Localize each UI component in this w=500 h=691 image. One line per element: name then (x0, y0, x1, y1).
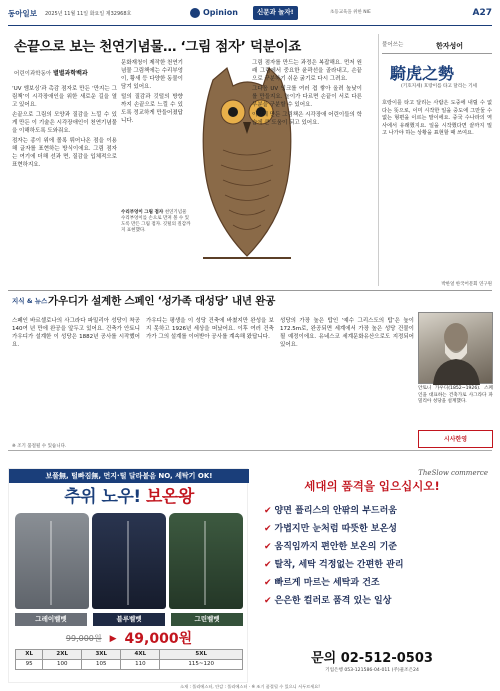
ad-tagline: 보풀無, 털빠짐無, 먼지·털 달라붙음 NO, 세탁기 OK! (9, 469, 249, 483)
check-icon: ✔ (264, 578, 272, 588)
check-icon: ✔ (264, 560, 272, 570)
price-row (15, 629, 243, 649)
banner-title: 신문과 놀자! (253, 6, 298, 20)
list-item: ✔ 양면 플리스의 안팎의 부드러움 (264, 506, 397, 516)
byline: 어린이과학동아 별별과학백과 (14, 70, 88, 77)
brand-logo: TheSlow commerce (418, 469, 488, 477)
feature-list (264, 502, 484, 610)
banner-subtitle: 초등교육을 위한 NIE (330, 10, 371, 15)
jacket-advertisement[interactable] (8, 468, 248, 683)
list-item: ✔ 빠르게 마르는 세탁과 건조 (264, 578, 380, 588)
check-icon: ✔ (264, 506, 272, 516)
signature: 박한얼 한국어문회 연구원 (441, 282, 492, 287)
article-column-1: ‘UV 엠보싱’과 촉감 점자로 만든 ‘만지는 그림책’이 시각장애인을 위한 새로운 길을 열고 있어요. 손끝으로 그림의 모양과 질감을 느낄 수 있게 만든 이 기술은 시각장애인이 천연기념물을 이해하도록 도와줘요. 점자는 종이 위에 볼록 튀어나온 점을 이용해 글자를 표현하는 방식이에요. 그림 점자는 여기에 더해 선과 면, 질감을 입체적으로 표현하지요. (12, 86, 117, 168)
divider (382, 53, 492, 54)
list-item: ✔ 움직임까지 편안한 보온의 기준 (264, 542, 397, 552)
portrait-icon (419, 313, 494, 385)
ad-right-title: 세대의 품격을 입으십시오! (304, 479, 440, 493)
page-number: A27 (472, 8, 492, 18)
color-tag: 블루벨벳 (93, 613, 165, 626)
navy-jacket-image (92, 513, 166, 609)
byline-name: 별별과학백과 (52, 70, 88, 77)
page-header (8, 4, 492, 26)
ad-footnote: 소재 : 폴리에스터, 안감 : 폴리에스터 · ※ 조기 품절될 수 있으니 서두르세요! (180, 684, 320, 689)
second-column-1: 스페인 바르셀로나의 사그라다 파밀리아 성당이 착공 140여 년 만에 완공을 앞두고 있어요. 건축가 안토니 가우디가 설계한 이 성당은 1882년 공사를 시작했어요. (12, 318, 140, 348)
second-column-2: 가우디는 평생을 이 성당 건축에 바쳤지만 완성을 보지 못하고 1926년 세상을 떠났어요. 이후 여러 건축가가 그의 설계를 이어받아 공사를 계속해 왔답니다. (146, 318, 274, 340)
hanja-section-title: 한자성어 (436, 42, 464, 50)
old-price: 99,000원 (65, 634, 102, 644)
second-column-3: 성당의 가장 높은 탑인 ‘예수 그리스도의 탑’은 높이 172.5m로, 완공되면 세계에서 가장 높은 성당 건물이 될 예정이에요. 유네스코 세계문화유산으로도 지정되어 있어요. (280, 318, 414, 348)
footer-notice: ※ 조기 품절될 수 있습니다. (12, 444, 67, 449)
section-divider (8, 290, 492, 291)
check-icon: ✔ (264, 596, 272, 606)
article-headline: 손끝으로 보는 천연기념물… ‘그림 점자’ 덕분이죠 (14, 39, 301, 55)
article-column-3: 그림 점자를 만드는 과정은 복잡해요. 먼저 원래 그림에서 중요한 윤곽선을 골라내고, 손끝으로 구분하기 쉬운 굵기로 다시 그려요. 그다음 UV 잉크를 여러 겹 쌓아 올려 높낮이를 만들지요. 높이가 다르면 손끝이 서로 다른 부분을 구분할 수 있어요. 이렇게 만든 그림책은 시각장애 어린이들의 학습에 큰 도움이 되고 있어요. (252, 60, 362, 126)
check-icon: ✔ (264, 524, 272, 534)
portrait-caption: 안토니 가우디(1852~1926). 스페인을 대표하는 건축가로 사그라다 파밀리아 성당을 설계했다. (418, 386, 493, 405)
bank-account: 기업은행 053-121586-04-011 (주)물조은24 (325, 668, 419, 673)
hanja-subtitle: (기호지세) 호랑이를 타고 달리는 기세 (401, 84, 477, 89)
owl-caption: 수리부엉이 그림 점자 천연기념물 수리부엉이를 손으로 만져 볼 수 있도록 만든 그림 점자. 깃털의 질감까지 표현했다. (121, 210, 191, 234)
green-jacket-image (169, 513, 243, 609)
article-column-2: 문화재청이 제작한 천연기념물 그림책에는 수리부엉이, 황새 등 다양한 동물이 담겨 있어요. 털의 질감과 깃털의 방향까지 손끝으로 느낄 수 있도록 정교하게 만들어졌답니다. (121, 60, 183, 124)
list-item: ✔ 탈착, 세탁 걱정없는 간편한 관리 (264, 560, 404, 570)
ad-divider (8, 450, 492, 451)
circle-icon (190, 8, 200, 18)
second-section-label: 지식 & 뉴스 (12, 297, 48, 305)
size-table: XL 2XL 3XL 4XL 5XL 95 100 105 110 115~120 (15, 649, 243, 670)
dateline: 2025년 11월 11일 화요일 제32968호 (44, 10, 132, 17)
hanja-section-label: 풀어쓰는 (382, 42, 404, 48)
color-options (15, 613, 243, 626)
list-item: ✔ 가볍지만 눈처럼 따뜻한 보온성 (264, 524, 397, 534)
list-item: ✔ 은은한 컬러로 품격 있는 일상 (264, 596, 392, 606)
color-tag: 그린벨벳 (171, 613, 243, 626)
sale-price: 49,000원 (124, 631, 193, 647)
brand-advertisement[interactable] (252, 468, 492, 683)
corner-ad[interactable]: 시사한영 (418, 430, 493, 448)
gray-jacket-image (15, 513, 89, 609)
masthead: 동아일보 (8, 9, 37, 19)
column-divider (378, 34, 379, 286)
ad-headline: 추위 노우! 보온왕 (64, 487, 194, 507)
color-tag: 그레이벨벳 (15, 613, 87, 626)
gaudi-portrait (418, 312, 493, 384)
check-icon: ✔ (264, 542, 272, 552)
phone-number[interactable]: 문의 02-512-0503 (311, 651, 433, 666)
hanja-title: 騎虎之勢 (390, 64, 455, 83)
hanja-body: 호랑이를 타고 달리는 사람은 도중에 내릴 수 없다는 뜻으로, 이미 시작한 일을 중도에 그만둘 수 없는 형편을 이르는 말이에요. 중국 수나라의 역사에서 유래했지요. 일을 시작했다면 끝까지 밀고 나가야 하는 상황을 표현할 때 쓰여요. (382, 100, 492, 137)
section-label: Opinion (190, 7, 238, 19)
arrow-right-icon: ▶ (109, 633, 117, 644)
second-headline: 가우디가 설계한 스페인 ‘성가족 대성당’ 내년 완공 (48, 295, 276, 307)
